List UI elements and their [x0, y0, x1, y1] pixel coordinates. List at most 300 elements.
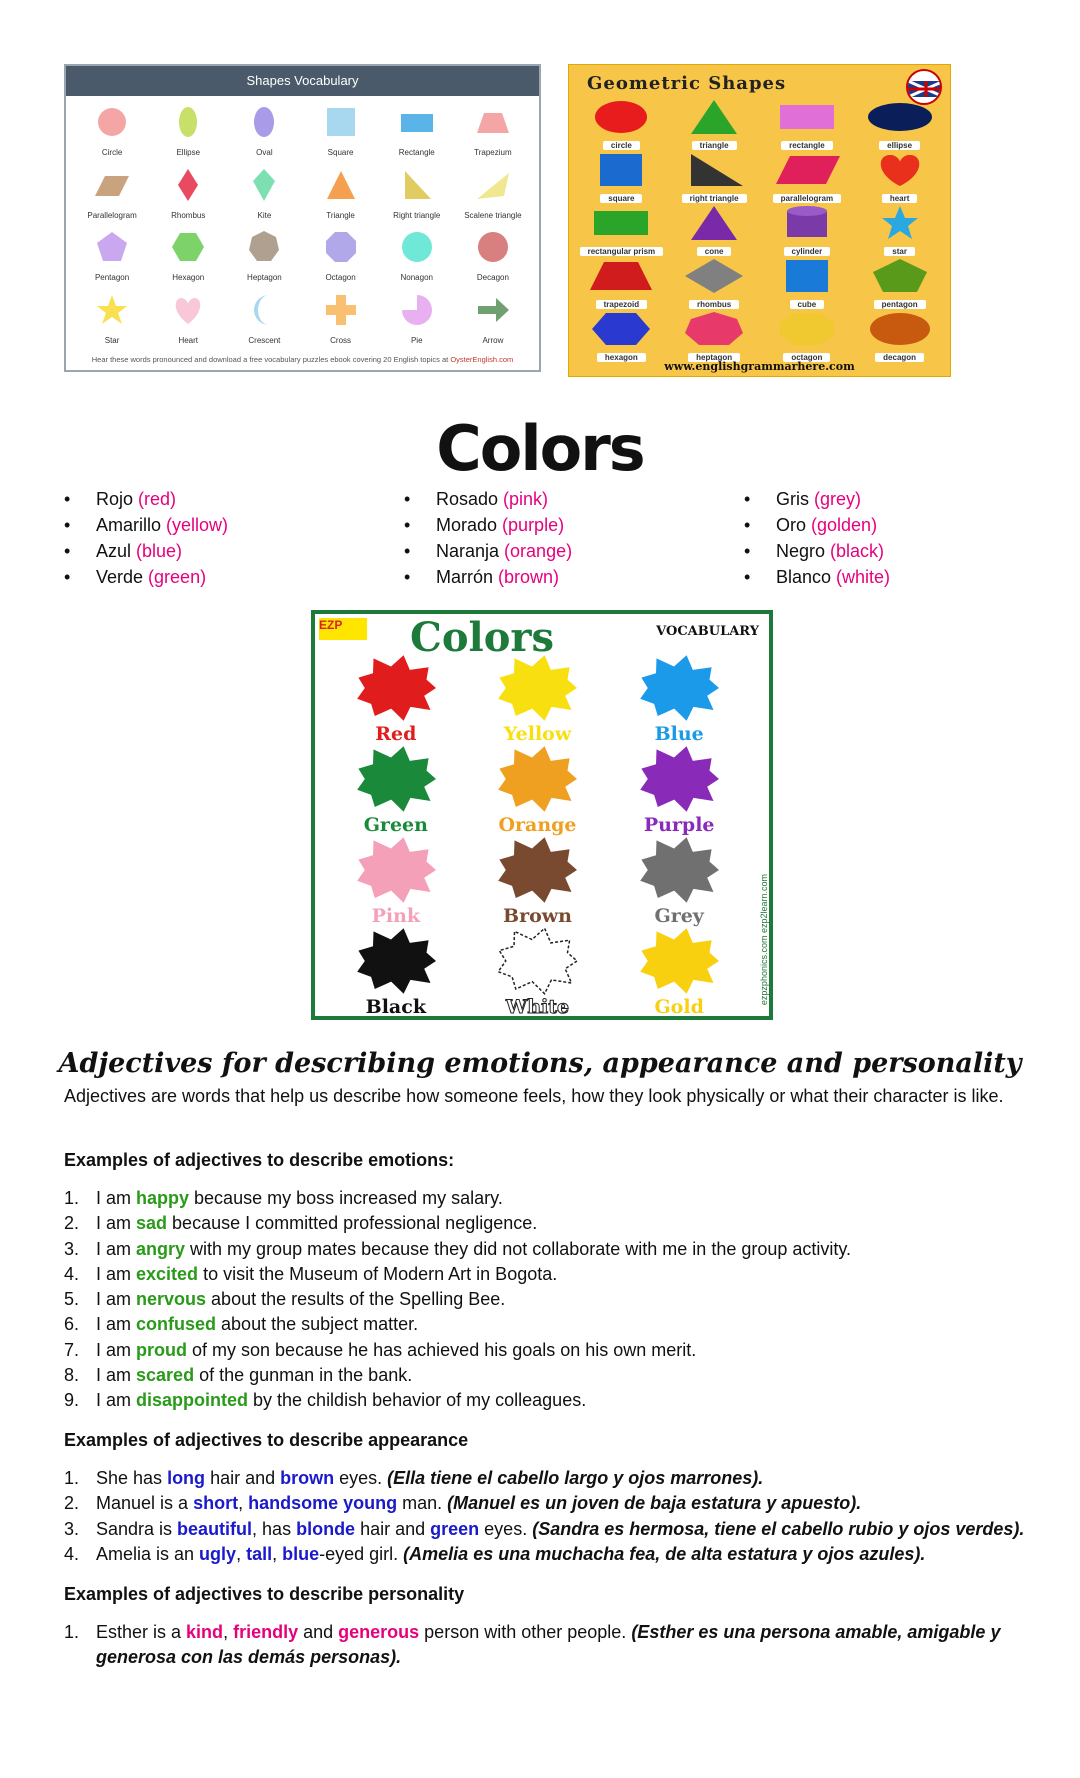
poster-color-label: White — [505, 996, 570, 1018]
shape-label: Circle — [101, 148, 123, 158]
sentence-text: I am — [96, 1213, 137, 1234]
geo-label: triangle — [692, 141, 737, 150]
spanish-translation: (Ella tiene el cabello largo y ojos marrones). — [387, 1468, 764, 1488]
red-paint-splash-icon — [341, 654, 451, 727]
item-number: 6. — [64, 1314, 80, 1335]
shape-label: Heptagon — [247, 273, 282, 283]
cone-icon — [679, 205, 749, 246]
color-list-item — [404, 538, 572, 564]
shape-label: Square — [327, 148, 354, 158]
item-number: 1. — [64, 1188, 80, 1208]
square-icon — [586, 152, 656, 193]
poster-color-label: Purple — [643, 814, 715, 836]
shape-cell-parallelogram — [74, 163, 150, 226]
poster-cell-grey — [608, 836, 750, 927]
item-number: 8. — [64, 1365, 80, 1386]
emotion-adjective: nervous — [136, 1289, 207, 1310]
geo-label: ellipse — [879, 141, 920, 150]
emotion-example — [64, 1338, 1034, 1363]
rectangular-prism-icon — [586, 205, 656, 246]
appearance-example — [64, 1491, 1034, 1516]
geo-cell-hexagon — [575, 311, 668, 364]
triangle-icon — [324, 168, 358, 207]
crescent-icon — [247, 293, 281, 332]
hexagon-icon — [171, 230, 205, 269]
color-english: (white) — [836, 567, 891, 587]
shape-label: Octagon — [325, 273, 356, 283]
emotion-adjective: proud — [136, 1339, 188, 1360]
sentence-text: I am — [96, 1263, 137, 1284]
emotions-list — [64, 1186, 1034, 1414]
poster-color-label: Yellow — [503, 723, 572, 745]
color-list-item — [64, 486, 228, 512]
colors-list-3 — [744, 486, 890, 590]
octagon-icon — [324, 230, 358, 269]
geo-cell-cylinder — [761, 205, 854, 258]
color-english: (green) — [148, 567, 207, 587]
personality-example — [64, 1620, 1034, 1671]
emotion-adjective: sad — [136, 1213, 168, 1234]
color-english: (blue) — [136, 541, 183, 561]
personality-heading: Examples of adjectives to describe personality — [64, 1584, 465, 1604]
item-number: 9. — [64, 1390, 80, 1411]
poster-cell-purple — [608, 745, 750, 836]
black-paint-splash-icon — [341, 927, 451, 1000]
star-icon — [865, 205, 935, 246]
shape-label: Hexagon — [172, 273, 205, 283]
shape-label: Star — [104, 335, 120, 345]
geo-label: decagon — [875, 353, 924, 362]
personality-list — [64, 1620, 1034, 1671]
poster-cell-red — [325, 654, 467, 745]
emotion-example — [64, 1262, 1034, 1287]
item-number: 1. — [64, 1468, 80, 1488]
color-list-item — [744, 512, 890, 538]
color-list-item — [64, 538, 228, 564]
shapes-vocabulary-grid — [74, 100, 531, 350]
poster-logo: EZP — [319, 618, 367, 640]
right-triangle-icon — [679, 152, 749, 193]
geo-label: cone — [697, 247, 732, 256]
shape-cell-rectangle — [379, 100, 455, 163]
geo-label: circle — [603, 141, 640, 150]
color-spanish: Negro — [776, 541, 831, 561]
orange-paint-splash-icon — [482, 745, 592, 818]
brown-paint-splash-icon — [482, 836, 592, 909]
spanish-translation: (Sandra es hermosa, tiene el cabello rubio y ojos verdes). — [532, 1518, 1025, 1539]
heptagon-icon — [247, 230, 281, 269]
square-icon — [324, 105, 358, 144]
geo-cell-heart — [853, 152, 946, 205]
personality-adjective: generous — [338, 1622, 420, 1642]
color-english: (black) — [830, 541, 885, 561]
color-spanish: Oro — [776, 515, 812, 535]
sentence-text: eyes. — [334, 1468, 388, 1488]
color-spanish: Amarillo — [96, 515, 167, 535]
emotion-example — [64, 1363, 1034, 1388]
geo-label: heptagon — [688, 353, 740, 362]
color-english: (red) — [138, 489, 177, 509]
poster-color-label: Blue — [654, 723, 704, 745]
adjectives-heading: Adjectives for describing emotions, appearance and personality — [58, 1048, 1022, 1079]
poster-cell-brown — [467, 836, 609, 927]
decagon-icon — [865, 311, 935, 352]
geometric-shapes-title: Geometric Shapes — [587, 73, 787, 94]
geo-cell-square — [575, 152, 668, 205]
geo-cell-cube — [761, 258, 854, 311]
adjectives-intro: Adjectives are words that help us describe how someone feels, how they look physically or what their character is like. — [64, 1086, 1004, 1106]
shape-cell-star — [74, 288, 150, 351]
rectangle-icon — [400, 105, 434, 144]
color-spanish: Marrón — [436, 567, 499, 587]
sentence-text: hair and — [205, 1468, 281, 1488]
geometric-shapes-image — [568, 64, 951, 377]
trapezoid-icon — [586, 258, 656, 299]
color-list-item — [404, 512, 572, 538]
sentence-text: , — [223, 1622, 234, 1642]
geo-label: heart — [882, 194, 918, 203]
colors-vocabulary-poster — [311, 610, 773, 1020]
color-spanish: Verde — [96, 567, 149, 587]
color-english: (brown) — [498, 567, 560, 587]
shape-cell-octagon — [302, 225, 378, 288]
geo-cell-right-triangle — [668, 152, 761, 205]
poster-color-label: Black — [365, 996, 426, 1018]
pentagon-icon — [95, 230, 129, 269]
item-number: 4. — [64, 1543, 80, 1564]
color-english: (golden) — [811, 515, 878, 535]
geo-label: pentagon — [874, 300, 926, 309]
sentence-text: with my group mates because they did not collaborate with me in the group activity. — [185, 1238, 852, 1259]
sentence-text: I am — [96, 1365, 137, 1386]
geo-cell-pentagon — [853, 258, 946, 311]
shapes-vocabulary-image — [64, 64, 541, 372]
emotion-adjective: excited — [136, 1263, 199, 1284]
geo-cell-ellipse — [853, 99, 946, 152]
shape-label: Crescent — [248, 335, 281, 345]
arrow-icon — [476, 293, 510, 332]
poster-cell-blue — [608, 654, 750, 745]
shape-cell-pie — [379, 288, 455, 351]
color-english: (yellow) — [166, 515, 229, 535]
circle-icon — [586, 99, 656, 140]
heart-icon — [865, 152, 935, 193]
cylinder-icon — [772, 205, 842, 246]
appearance-adjective: green — [430, 1518, 480, 1539]
emotion-example — [64, 1287, 1034, 1312]
geo-cell-heptagon — [668, 311, 761, 364]
heptagon-icon — [679, 311, 749, 352]
poster-color-label: Brown — [503, 905, 572, 927]
color-spanish: Rojo — [96, 489, 139, 509]
sentence-text: about the results of the Spelling Bee. — [206, 1289, 506, 1310]
item-number: 3. — [64, 1518, 80, 1539]
sentence-text: to visit the Museum of Modern Art in Bogota. — [198, 1263, 558, 1284]
geo-cell-circle — [575, 99, 668, 152]
sentence-text: about the subject matter. — [216, 1314, 419, 1335]
star-icon — [95, 293, 129, 332]
shape-cell-crescent — [226, 288, 302, 351]
color-list-item — [404, 564, 572, 590]
color-spanish: Morado — [436, 515, 503, 535]
geo-cell-parallelogram — [761, 152, 854, 205]
sentence-text: -eyed girl. — [319, 1543, 404, 1564]
pentagon-icon — [865, 258, 935, 299]
kite-icon — [247, 168, 281, 207]
appearance-adjective: tall — [246, 1543, 273, 1564]
appearance-adjective: ugly — [199, 1543, 237, 1564]
shape-label: Oval — [256, 148, 273, 158]
pink-paint-splash-icon — [341, 836, 451, 909]
geo-label: rectangle — [781, 141, 833, 150]
geo-cell-rhombus — [668, 258, 761, 311]
sentence-text: I am — [96, 1314, 137, 1335]
color-spanish: Blanco — [776, 567, 837, 587]
poster-color-label: Gold — [654, 996, 704, 1018]
shape-cell-rhombus — [150, 163, 226, 226]
appearance-adjective: blonde — [296, 1518, 356, 1539]
shape-cell-arrow — [455, 288, 531, 351]
color-spanish: Rosado — [436, 489, 504, 509]
shape-cell-scalene-triangle — [455, 163, 531, 226]
shape-label: Pie — [410, 335, 423, 345]
shape-cell-hexagon — [150, 225, 226, 288]
shape-cell-trapezium — [455, 100, 531, 163]
geo-label: cylinder — [784, 247, 831, 256]
shape-label: Right triangle — [393, 210, 441, 220]
poster-cell-white — [467, 927, 609, 1018]
shape-cell-nonagon — [379, 225, 455, 288]
blue-paint-splash-icon — [624, 654, 734, 727]
shapes-vocabulary-header: Shapes Vocabulary — [66, 66, 539, 96]
colors-list-1 — [64, 486, 228, 590]
geo-cell-cone — [668, 205, 761, 258]
emotion-adjective: scared — [136, 1365, 195, 1386]
geo-cell-trapezoid — [575, 258, 668, 311]
rhombus-icon — [171, 168, 205, 207]
color-spanish: Gris — [776, 489, 814, 509]
sentence-text: , — [236, 1543, 247, 1564]
personality-adjective: friendly — [233, 1622, 299, 1642]
poster-cell-black — [325, 927, 467, 1018]
hexagon-icon — [586, 311, 656, 352]
item-number: 3. — [64, 1238, 80, 1259]
octagon-icon — [772, 311, 842, 352]
appearance-example — [64, 1466, 1034, 1491]
color-english: (pink) — [503, 489, 549, 509]
ellipse-icon — [171, 105, 205, 144]
appearance-heading: Examples of adjectives to describe appearance — [64, 1430, 469, 1450]
appearance-example — [64, 1517, 1034, 1542]
nonagon-icon — [400, 230, 434, 269]
right-triangle-icon — [400, 168, 434, 207]
shape-label: Trapezium — [474, 148, 512, 158]
shape-label: Rectangle — [398, 148, 435, 158]
shape-label: Ellipse — [176, 148, 201, 158]
sentence-text: I am — [96, 1339, 137, 1360]
appearance-adjective: brown — [280, 1468, 335, 1488]
geo-label: cube — [790, 300, 825, 309]
item-number: 1. — [64, 1622, 80, 1642]
poster-cell-pink — [325, 836, 467, 927]
poster-color-label: Orange — [498, 814, 577, 836]
green-paint-splash-icon — [341, 745, 451, 818]
poster-color-label: Grey — [654, 905, 704, 927]
emotion-example — [64, 1237, 1034, 1262]
colors-list-2 — [404, 486, 572, 590]
emotion-adjective: confused — [136, 1314, 217, 1335]
spanish-translation: (Esther es una persona amable, amigable y generosa con las demás personas). — [96, 1622, 1001, 1668]
geo-label: right triangle — [682, 194, 747, 203]
geo-cell-rectangular-prism — [575, 205, 668, 258]
color-list-item — [744, 486, 890, 512]
item-number: 7. — [64, 1339, 80, 1360]
shape-cell-square — [302, 100, 378, 163]
geo-label: star — [884, 247, 915, 256]
sentence-text: I am — [96, 1188, 137, 1208]
emotion-example — [64, 1186, 1034, 1211]
trapezium-icon — [476, 105, 510, 144]
sentence-text: by the childish behavior of my colleagues. — [248, 1390, 587, 1411]
shape-label: Nonagon — [400, 273, 433, 283]
sentence-text: hair and — [355, 1518, 431, 1539]
poster-vocabulary-label: VOCABULARY — [656, 624, 759, 639]
sentence-text: , has — [252, 1518, 297, 1539]
shape-cell-right-triangle — [379, 163, 455, 226]
shape-label: Kite — [257, 210, 272, 220]
poster-color-label: Green — [363, 814, 428, 836]
shape-cell-pentagon — [74, 225, 150, 288]
emotions-heading: Examples of adjectives to describe emotions: — [64, 1150, 455, 1170]
geo-cell-octagon — [761, 311, 854, 364]
sentence-text: because my boss increased my salary. — [189, 1188, 503, 1208]
poster-title: Colors — [410, 614, 554, 661]
sentence-text: I am — [96, 1289, 137, 1310]
purple-paint-splash-icon — [624, 745, 734, 818]
shape-cell-triangle — [302, 163, 378, 226]
shape-label: Parallelogram — [87, 210, 137, 220]
appearance-adjective: short — [193, 1493, 239, 1514]
shape-label: Arrow — [482, 335, 504, 345]
spanish-translation: (Manuel es un joven de baja estatura y apuesto). — [447, 1493, 862, 1514]
sentence-text: eyes. — [479, 1518, 533, 1539]
sentence-text: I am — [96, 1390, 137, 1411]
parallelogram-icon — [772, 152, 842, 193]
appearance-list — [64, 1466, 1034, 1567]
emotion-adjective: happy — [136, 1188, 190, 1208]
geo-cell-decagon — [853, 311, 946, 364]
ellipse-icon — [865, 99, 935, 140]
sentence-text: She has — [96, 1468, 168, 1488]
shape-cell-oval — [226, 100, 302, 163]
geo-label: rectangular prism — [580, 247, 664, 256]
personality-adjective: kind — [186, 1622, 224, 1642]
emotion-example — [64, 1211, 1034, 1236]
shape-cell-heptagon — [226, 225, 302, 288]
shape-cell-decagon — [455, 225, 531, 288]
sentence-text: Amelia is an — [96, 1543, 200, 1564]
geo-label: octagon — [783, 353, 830, 362]
shape-label: Scalene triangle — [464, 210, 522, 220]
color-list-item — [744, 564, 890, 590]
white-paint-splash-icon — [482, 927, 592, 1000]
appearance-adjective: blue — [282, 1543, 320, 1564]
item-number: 2. — [64, 1213, 80, 1234]
emotion-example — [64, 1312, 1034, 1337]
item-number: 5. — [64, 1289, 80, 1310]
appearance-adjective: handsome young — [248, 1493, 398, 1514]
shape-cell-ellipse — [150, 100, 226, 163]
sentence-text: because I committed professional negligence. — [167, 1213, 538, 1234]
color-list-item — [64, 564, 228, 590]
color-list-item — [744, 538, 890, 564]
poster-color-grid — [325, 654, 750, 1018]
geo-cell-star — [853, 205, 946, 258]
spanish-translation: (Amelia es una muchacha fea, de alta estatura y ojos azules). — [403, 1543, 926, 1564]
emotion-adjective: disappointed — [136, 1390, 249, 1411]
color-list-item — [64, 512, 228, 538]
poster-side-text: ezpzphonics.com ezp2learn.com — [759, 874, 769, 1006]
geometric-shapes-grid — [575, 99, 946, 362]
geo-cell-rectangle — [761, 99, 854, 152]
appearance-example — [64, 1542, 1034, 1567]
geo-label: trapezoid — [596, 300, 648, 309]
color-list-item — [404, 486, 572, 512]
emotion-example — [64, 1388, 1034, 1413]
color-english: (purple) — [502, 515, 565, 535]
geo-cell-triangle — [668, 99, 761, 152]
shape-cell-kite — [226, 163, 302, 226]
poster-color-label: Red — [375, 723, 417, 745]
shape-label: Decagon — [476, 273, 509, 283]
geometric-shapes-url: www.englishgrammarhere.com — [664, 360, 855, 373]
circle-icon — [95, 105, 129, 144]
sentence-text: and — [298, 1622, 339, 1642]
appearance-adjective: long — [167, 1468, 206, 1488]
shape-label: Triangle — [326, 210, 355, 220]
gold-paint-splash-icon — [624, 927, 734, 1000]
geo-label: rhombus — [689, 300, 739, 309]
sentence-text: Sandra is — [96, 1518, 178, 1539]
sentence-text: Esther is a — [96, 1622, 187, 1642]
color-english: (orange) — [504, 541, 573, 561]
shape-cell-heart — [150, 288, 226, 351]
shape-label: Heart — [178, 335, 199, 345]
shape-label: Cross — [330, 335, 352, 345]
sentence-text: person with other people. — [419, 1622, 632, 1642]
poster-cell-orange — [467, 745, 609, 836]
oval-icon — [247, 105, 281, 144]
rectangle-icon — [772, 99, 842, 140]
poster-cell-green — [325, 745, 467, 836]
grey-paint-splash-icon — [624, 836, 734, 909]
shape-label: Rhombus — [171, 210, 206, 220]
item-number: 2. — [64, 1493, 80, 1514]
scalene-triangle-icon — [476, 168, 510, 207]
cube-icon — [772, 258, 842, 299]
pie-icon — [400, 293, 434, 332]
sentence-text: of the gunman in the bank. — [194, 1365, 413, 1386]
sentence-text: , — [272, 1543, 283, 1564]
colors-heading: Colors — [436, 412, 644, 485]
color-spanish: Naranja — [436, 541, 505, 561]
geo-label: square — [600, 194, 642, 203]
poster-color-label: Pink — [371, 905, 421, 927]
emotion-adjective: angry — [136, 1238, 186, 1259]
shape-cell-cross — [302, 288, 378, 351]
appearance-adjective: beautiful — [177, 1518, 253, 1539]
sentence-text: of my son because he has achieved his goals on his own merit. — [187, 1339, 697, 1360]
